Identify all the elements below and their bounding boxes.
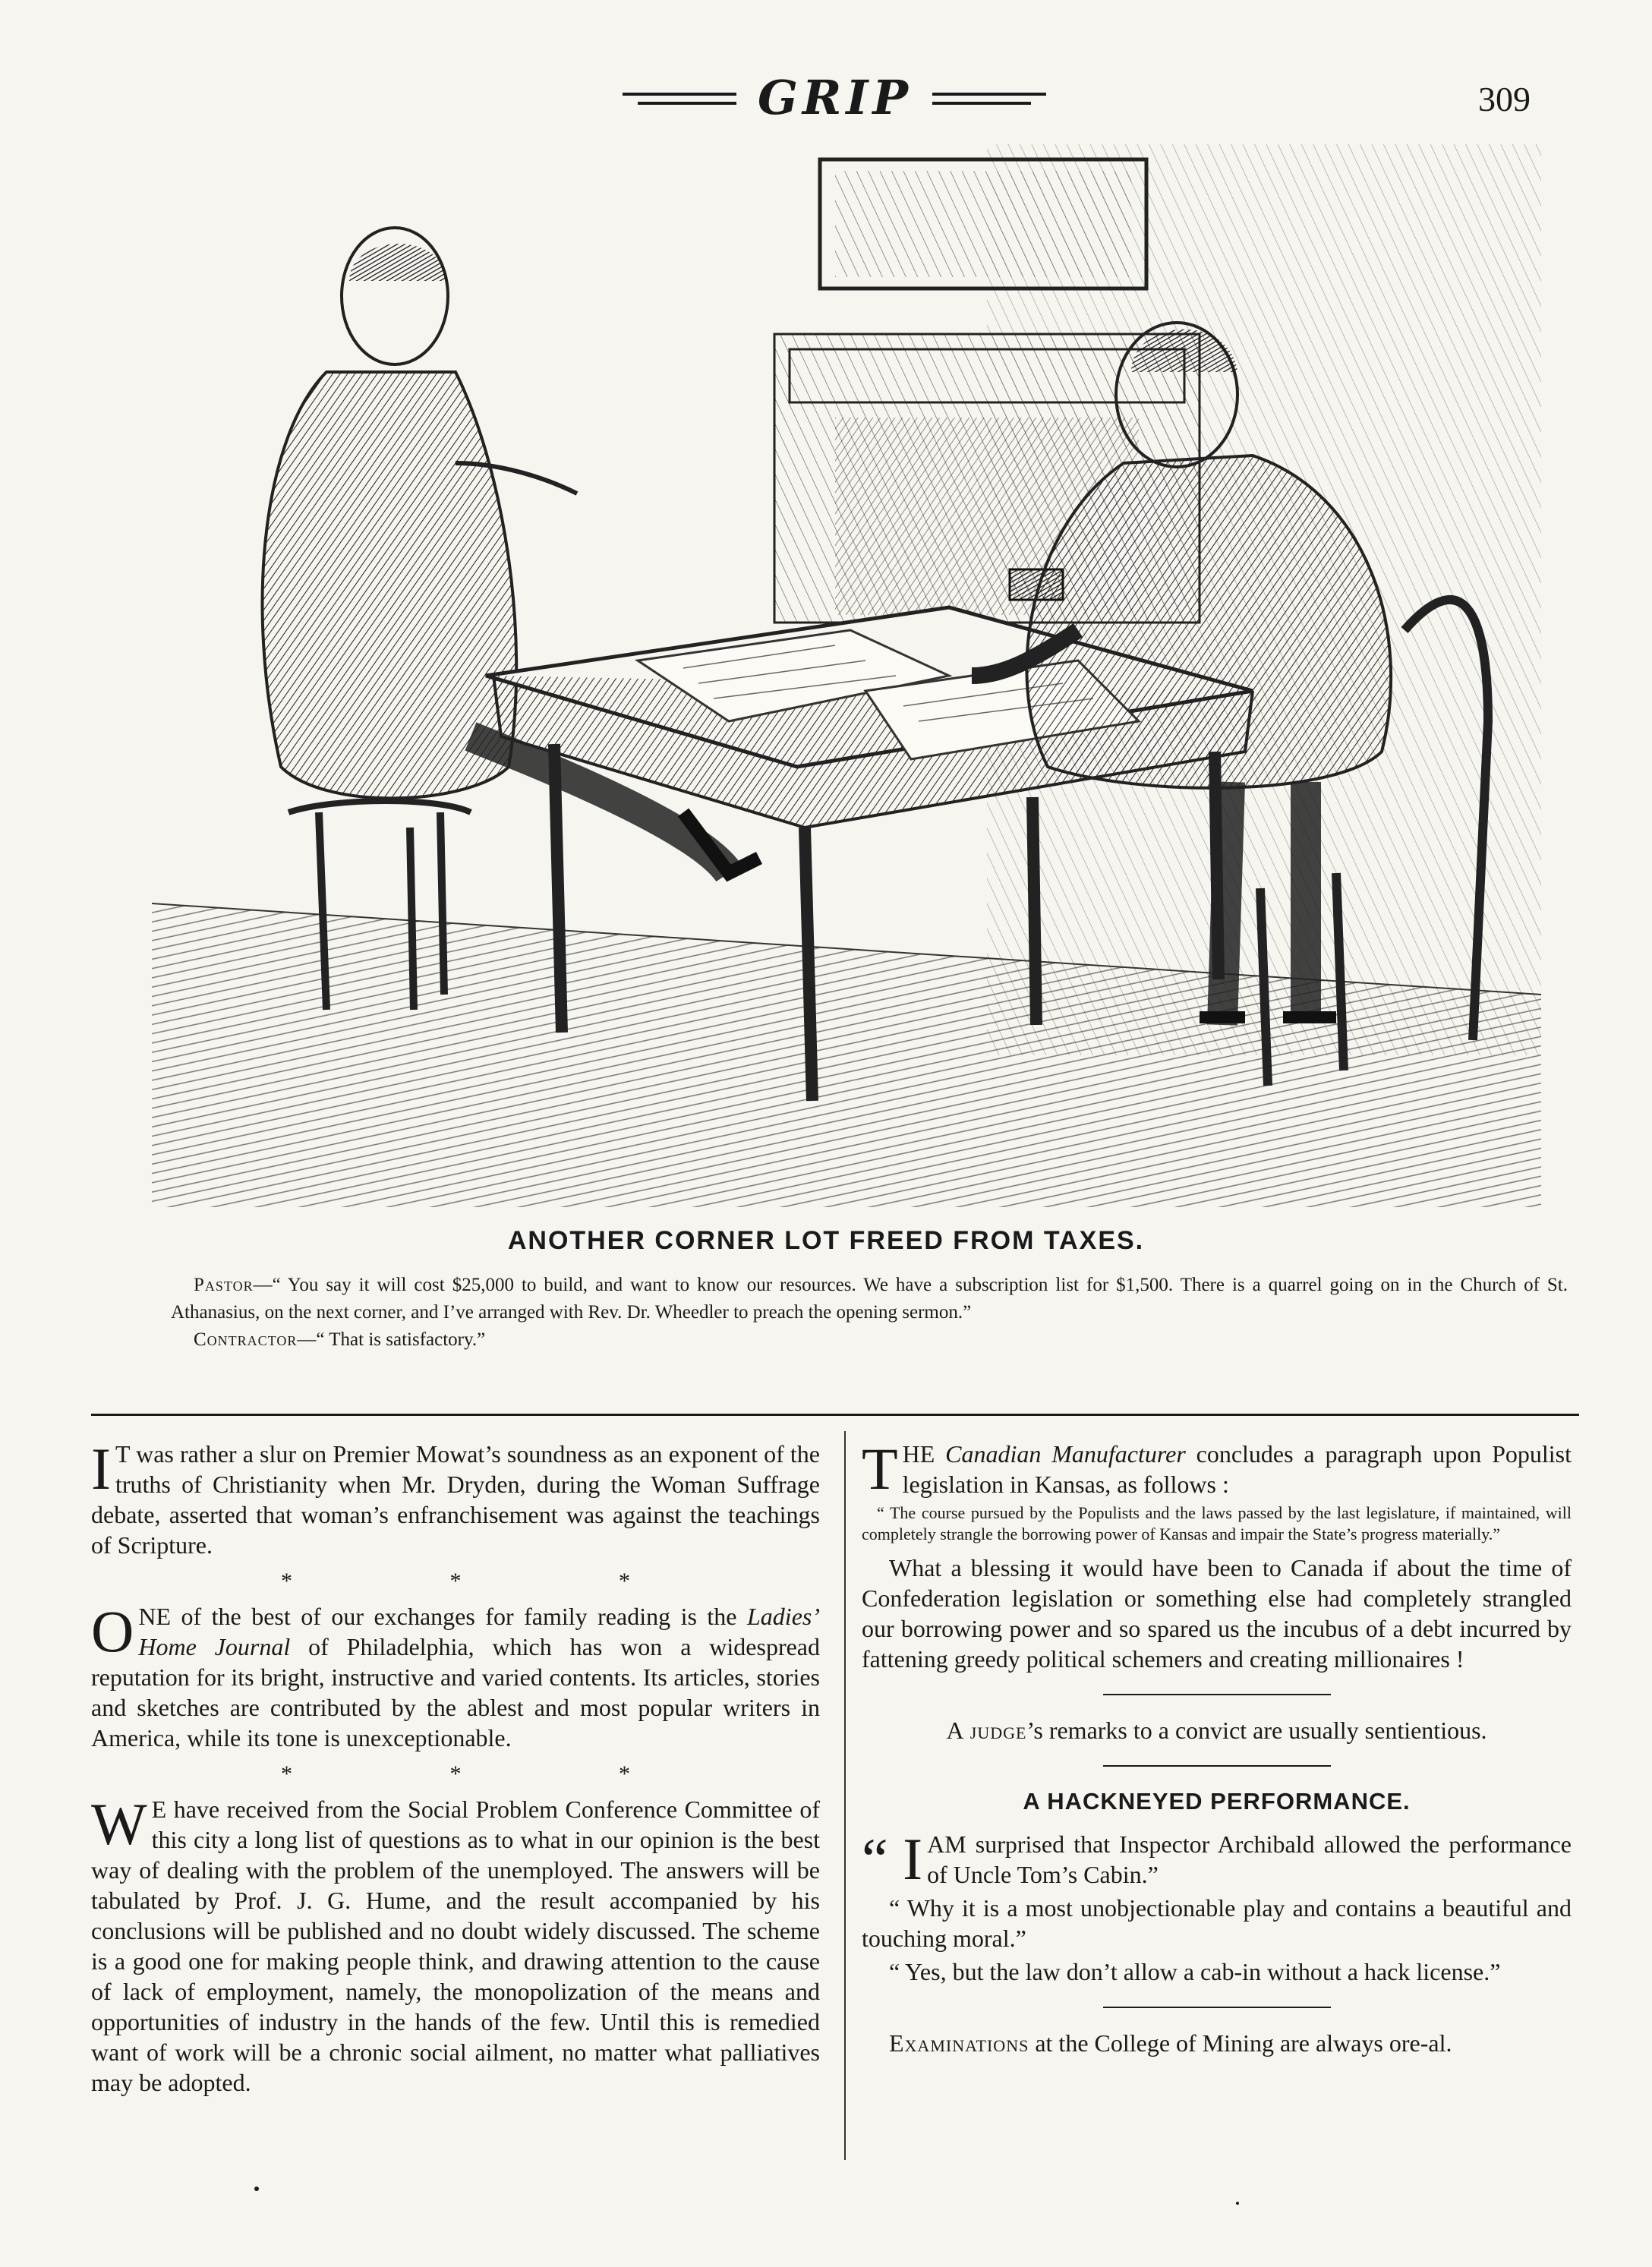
lead-word: NE (138, 1603, 171, 1630)
caption-pastor-line (171, 1272, 1568, 1326)
column-divider (844, 1431, 846, 2160)
article-text-part: of the best of our exchanges for family reading is the (171, 1603, 747, 1630)
drop-cap: O (91, 1598, 134, 1664)
joke-hackneyed-3: “ Yes, but the law don’t allow a cab-in without a hack license.” (889, 1958, 1501, 1985)
joke-heading: A HACKNEYED PERFORMANCE. (1023, 1788, 1411, 1815)
masthead-rule-right (932, 93, 1046, 96)
article-social-problem-text: E have received from the Social Problem Conference Committee of this city a long list of questions as to what in our opinion is the best way of dealing with the problem of the unemployed. The answers will be tabulated by Prof. J. G. Hume, and the result accompanied by his conclusions will be published and no doubt widely discussed. The scheme is a good one for making people think, and drawing attention to the cause of lack of employment, namely, the monopolization of the means and opportunities of industry in the hands of the few. Until this is remedied want of work will be a chronic social ailment, no matter what palliatives may be adopted. (91, 1796, 820, 2096)
joke-hackneyed-2: “ Why it is a most unobjectionable play and contains a beautiful and touching moral.” (862, 1894, 1572, 1952)
short-rule (1103, 1765, 1331, 1767)
drop-cap: W (91, 1791, 147, 1857)
article-mowat (91, 1436, 820, 1560)
joke-judge (862, 1715, 1572, 1745)
masthead-title: GRIP (757, 70, 913, 125)
caption-contractor-line (171, 1326, 1568, 1354)
article-ladies-journal (91, 1598, 821, 1753)
left-column (91, 1436, 821, 2101)
article-mowat-text: T was rather a slur on Premier Mowat’s soundness as an exponent of the truths of Christianity when Mr. Dryden, during the Woman Suffrage debate, asserted that woman’s enfranchisement was against the teachings of Scripture. (91, 1440, 820, 1559)
journal-title: Ladies’ Home Journal (138, 1603, 820, 1660)
joke-hackneyed-1 (862, 1826, 1572, 1892)
masthead-rule-left-2 (638, 102, 736, 105)
drop-cap: “ I (862, 1826, 923, 1892)
right-column (862, 1436, 1572, 2061)
drop-cap: I (91, 1436, 111, 1502)
joke-examinations (862, 2028, 1572, 2058)
joke-hackneyed-1-text: AM surprised that Inspector Archibald allowed the performance of Uncle Tom’s Cabin.” (927, 1830, 1572, 1888)
caption-text (171, 1272, 1568, 1354)
masthead (0, 70, 1652, 131)
article-social-problem (91, 1791, 820, 2098)
caption-title: ANOTHER CORNER LOT FREED FROM TAXES. (507, 1226, 1145, 1255)
caption-contractor-text: —“ That is satisfactory.” (297, 1329, 486, 1350)
joke-judge-text: ’s remarks to a convict are usually sentientious. (1026, 1717, 1487, 1744)
caption-contractor-speaker: Contractor (194, 1329, 298, 1350)
drop-cap: T (862, 1436, 898, 1502)
article-canadian-manufacturer (862, 1436, 1572, 1502)
caption-pastor-speaker: Pastor (194, 1275, 254, 1295)
short-rule (1103, 2007, 1331, 2008)
populist-quote: “ The course pursued by the Populists and the laws passed by the last legislature, if maintained, will completely strangle the borrowing power of Kansas and impair the State’s progress materially.” (862, 1503, 1572, 1543)
article-text-part: of Philadelphia, which has won a widespread reputation for its bright, instructive and varied contents. Its articles, stories and sketches are contributed by the ablest and most popular writers in America, while its tone is unexceptionable. (91, 1633, 821, 1751)
print-speck (254, 2187, 259, 2191)
section-separator-stars: * * * (281, 1569, 706, 1594)
section-rule (91, 1414, 1579, 1416)
joke-examinations-lead: Examinations (889, 2029, 1029, 2057)
page-number: 309 (1478, 80, 1531, 118)
article-text-part: concludes a paragraph upon Populist legislation in Kansas, as follows : (902, 1440, 1572, 1498)
masthead-rule-left (623, 93, 736, 96)
joke-examinations-text: at the College of Mining are always ore-al. (1029, 2029, 1452, 2057)
masthead-rule-right-2 (932, 102, 1031, 105)
article-blessing: What a blessing it would have been to Canada if about the time of Confederation legislation or something else had completely strangled our borrowing power and so spared us the incubus of a debt incurred by fattening greedy political schemers and creating millionaires ! (862, 1554, 1572, 1673)
print-speck (1236, 2202, 1239, 2205)
short-rule (1103, 1694, 1331, 1695)
publication-title: Canadian Manufacturer (945, 1440, 1186, 1468)
caption-pastor-text: —“ You say it will cost $25,000 to build, and want to know our resources. We have a subscription list for $1,500. There is a quarrel going on in the Church of St. Athanasius, on the next corner, and I’ve arranged with Rev. Dr. Wheedler to preach the opening sermon.” (171, 1275, 1568, 1323)
engraving-illustration-icon (152, 144, 1541, 1207)
section-separator-stars: * * * (281, 1761, 706, 1786)
lead-word: HE (902, 1440, 935, 1468)
joke-judge-lead: A judge (946, 1717, 1027, 1744)
